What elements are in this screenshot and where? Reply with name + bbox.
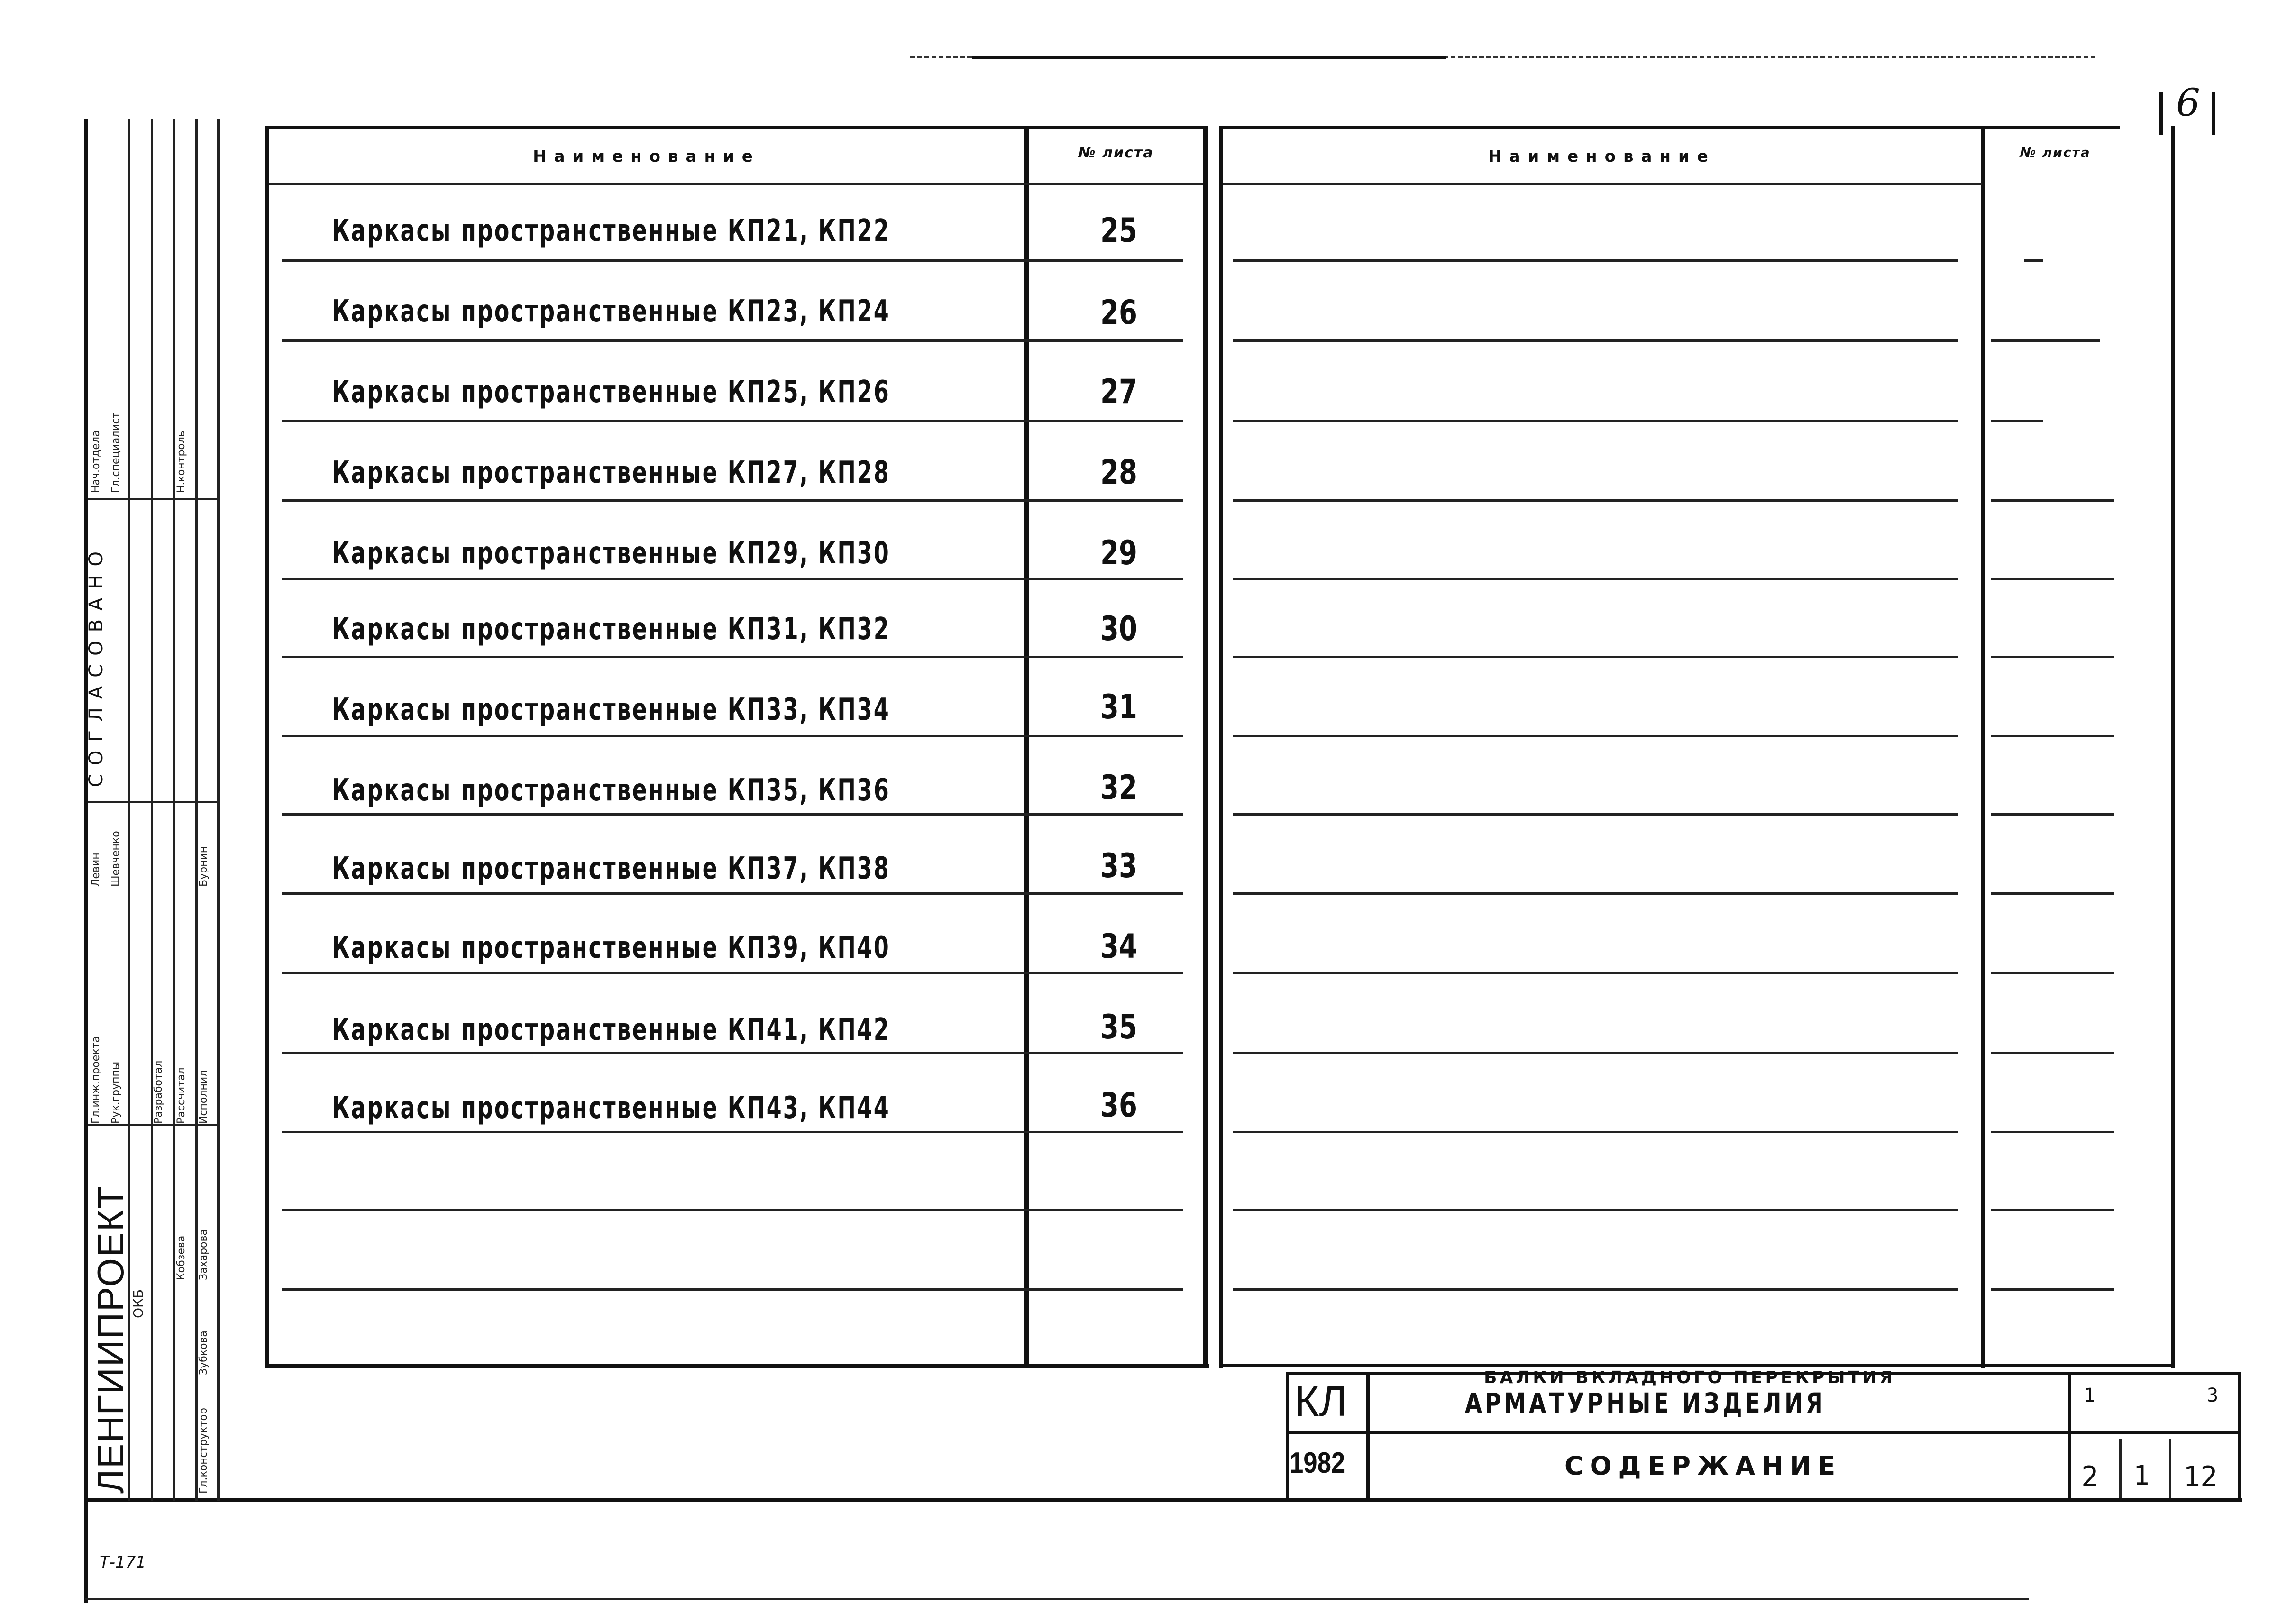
stamp-subtitle: БАЛКИ ВКЛАДНОГО ПЕРЕКРЫТИЯ — [1484, 1368, 1896, 1387]
side-col-3 — [173, 119, 175, 1501]
row-line-13 — [282, 1209, 1183, 1211]
row-line-14 — [282, 1288, 1183, 1291]
side-col-4 — [195, 119, 198, 1501]
stamp-year: 1982 — [1290, 1447, 1345, 1479]
side-block-left — [84, 119, 88, 1603]
row-line-10 — [282, 972, 1183, 974]
row-sheet-1: 25 — [1100, 211, 1137, 250]
right-row-line-8 — [1233, 813, 1958, 816]
side-row-2 — [88, 801, 220, 803]
side-role-1: Разработал — [153, 1060, 165, 1124]
right-row-line-6 — [1233, 656, 1958, 658]
right-row-line-3 — [1233, 420, 1958, 422]
stamp-title: АРМАТУРНЫЕ ИЗДЕЛИЯ — [1465, 1387, 1826, 1419]
row-sheet-4: 28 — [1100, 453, 1137, 492]
stamp-sheet-divider — [2068, 1372, 2071, 1500]
right-sheet-tick-10 — [1991, 972, 2114, 974]
side-row-3 — [88, 1124, 220, 1126]
side-col-5 — [217, 119, 220, 1501]
row-sheet-2: 26 — [1100, 293, 1137, 332]
stamp-sheet-top-left: 1 — [2084, 1385, 2095, 1406]
row-sheet-3: 27 — [1100, 372, 1137, 411]
row-line-6 — [282, 656, 1183, 658]
row-name-5: Каркасы пространственные КП29, КП30 — [332, 536, 890, 571]
header-rule-left — [269, 183, 1203, 185]
row-line-9 — [282, 892, 1183, 895]
right-sheet-tick-13 — [1991, 1209, 2114, 1211]
row-name-7: Каркасы пространственные КП33, КП34 — [332, 692, 890, 727]
right-sheet-tick-7 — [1991, 735, 2114, 737]
right-table-right — [2171, 126, 2175, 1368]
right-sheet-tick-2 — [1991, 339, 2100, 342]
right-sheet-tick-3 — [1991, 420, 2043, 422]
side-role-2: Рассчитал — [175, 1067, 187, 1124]
right-row-line-9 — [1233, 892, 1958, 895]
right-sheet-tick-8 — [1991, 813, 2114, 816]
right-row-line-7 — [1233, 735, 1958, 737]
page-number-frame-right — [2212, 92, 2215, 135]
page-number-frame-left — [2159, 92, 2163, 135]
side-role-3: Исполнил — [198, 1070, 210, 1124]
stamp-sheet-bottom-left: 2 — [2081, 1460, 2099, 1494]
stamp-sheet-inner-2 — [2169, 1439, 2171, 1498]
right-sheet-tick-5 — [1991, 578, 2114, 580]
stamp-mid — [1286, 1431, 2241, 1434]
row-name-10: Каркасы пространственные КП39, КП40 — [332, 930, 890, 965]
side-organization: ЛЕНГИИПРОЕКТ — [90, 1185, 131, 1494]
right-sheet-tick-1 — [2024, 259, 2043, 262]
row-name-6: Каркасы пространственные КП31, КП32 — [332, 612, 890, 647]
row-line-4 — [282, 499, 1183, 502]
side-col-2 — [151, 119, 153, 1501]
row-line-11 — [282, 1052, 1183, 1054]
row-line-3 — [282, 420, 1183, 422]
top-border-solid — [972, 56, 1446, 59]
row-sheet-7: 31 — [1100, 688, 1137, 726]
right-name-header: Наименование — [1488, 147, 1716, 166]
row-sheet-8: 32 — [1100, 768, 1137, 807]
row-line-5 — [282, 578, 1183, 580]
side-name-6: Бурнин — [198, 846, 210, 887]
left-table-divider — [1024, 126, 1029, 1368]
side-role-5: Рук.группы — [110, 1061, 122, 1124]
side-role-6: Нач.отдела — [90, 430, 102, 493]
stamp-sheet-top-right: 3 — [2207, 1385, 2219, 1406]
right-row-line-2 — [1233, 339, 1958, 342]
page-number: 6 — [2176, 81, 2200, 125]
stamp-sheet-bottom-right: 12 — [2183, 1460, 2218, 1494]
right-sheet-tick-6 — [1991, 656, 2114, 658]
stamp-sheet-bottom-mid: 1 — [2133, 1460, 2150, 1491]
side-agreed-label: СОГЛАСОВАНО — [85, 542, 107, 787]
side-name-5: Шевченко — [110, 831, 122, 887]
row-sheet-9: 33 — [1100, 846, 1137, 885]
side-role-8: Н.контроль — [175, 431, 187, 493]
row-sheet-6: 30 — [1100, 609, 1137, 648]
stamp-left — [1286, 1372, 1289, 1500]
stamp-code: КЛ — [1294, 1378, 1347, 1425]
right-row-line-12 — [1233, 1131, 1958, 1133]
row-name-8: Каркасы пространственные КП35, КП36 — [332, 773, 890, 808]
stamp-bottom — [85, 1498, 2242, 1502]
stamp-sheet-title: СОДЕРЖАНИЕ — [1564, 1451, 1842, 1481]
row-sheet-10: 34 — [1100, 927, 1137, 966]
row-line-8 — [282, 813, 1183, 816]
stamp-code-divider — [1366, 1372, 1370, 1500]
right-table-top — [1219, 126, 2120, 129]
right-sheet-tick-11 — [1991, 1052, 2114, 1054]
left-sheet-header: № листа — [1078, 145, 1154, 161]
right-sheet-tick-12 — [1991, 1131, 2114, 1133]
row-name-12: Каркасы пространственные КП43, КП44 — [332, 1091, 890, 1126]
row-name-2: Каркасы пространственные КП23, КП24 — [332, 294, 890, 329]
left-table-right — [1203, 126, 1208, 1368]
right-table-left — [1219, 126, 1223, 1368]
row-name-9: Каркасы пространственные КП37, КП38 — [332, 851, 890, 886]
row-name-11: Каркасы пространственные КП41, КП42 — [332, 1012, 890, 1047]
right-sheet-tick-9 — [1991, 892, 2114, 895]
left-name-header: Наименование — [533, 147, 760, 166]
side-name-4: Левин — [90, 853, 102, 887]
side-role-4: Гл.инж.проекта — [90, 1036, 102, 1124]
row-sheet-5: 29 — [1100, 533, 1137, 572]
right-row-line-1 — [1233, 259, 1958, 262]
stamp-sheet-inner-1 — [2119, 1439, 2122, 1498]
right-sheet-header: № листа — [2020, 145, 2091, 160]
footer-mark: Т-171 — [100, 1553, 146, 1572]
right-table-divider — [1981, 126, 1985, 1368]
stamp-right — [2238, 1372, 2241, 1500]
row-line-12 — [282, 1131, 1183, 1133]
right-sheet-tick-4 — [1991, 499, 2114, 502]
row-name-4: Каркасы пространственные КП27, КП28 — [332, 455, 890, 490]
side-name-1: Кобзева — [175, 1235, 187, 1280]
right-row-line-4 — [1233, 499, 1958, 502]
right-row-line-5 — [1233, 578, 1958, 580]
right-sheet-tick-14 — [1991, 1288, 2114, 1291]
row-name-1: Каркасы пространственные КП21, КП22 — [332, 213, 890, 248]
footer-line — [85, 1598, 2029, 1600]
right-row-line-14 — [1233, 1288, 1958, 1291]
side-role-7: Гл.специалист — [110, 412, 122, 493]
right-row-line-10 — [1233, 972, 1958, 974]
left-table-left — [265, 126, 269, 1368]
right-table-bottom — [1219, 1364, 2175, 1367]
side-name-3: Зубкова — [198, 1330, 210, 1375]
left-table-bottom — [265, 1364, 1209, 1368]
side-department: ОКБ — [130, 1289, 146, 1318]
side-name-2: Захарова — [198, 1229, 210, 1280]
row-line-1 — [282, 259, 1183, 262]
side-role-9: Гл.конструктор — [198, 1407, 210, 1494]
header-rule-right — [1223, 183, 1982, 185]
left-table-top — [265, 126, 1207, 129]
row-line-7 — [282, 735, 1183, 737]
row-name-3: Каркасы пространственные КП25, КП26 — [332, 375, 890, 410]
side-row-1 — [88, 498, 220, 500]
row-sheet-11: 35 — [1100, 1008, 1137, 1046]
right-row-line-13 — [1233, 1209, 1958, 1211]
row-line-2 — [282, 339, 1183, 342]
right-row-line-11 — [1233, 1052, 1958, 1054]
row-sheet-12: 36 — [1100, 1086, 1137, 1125]
